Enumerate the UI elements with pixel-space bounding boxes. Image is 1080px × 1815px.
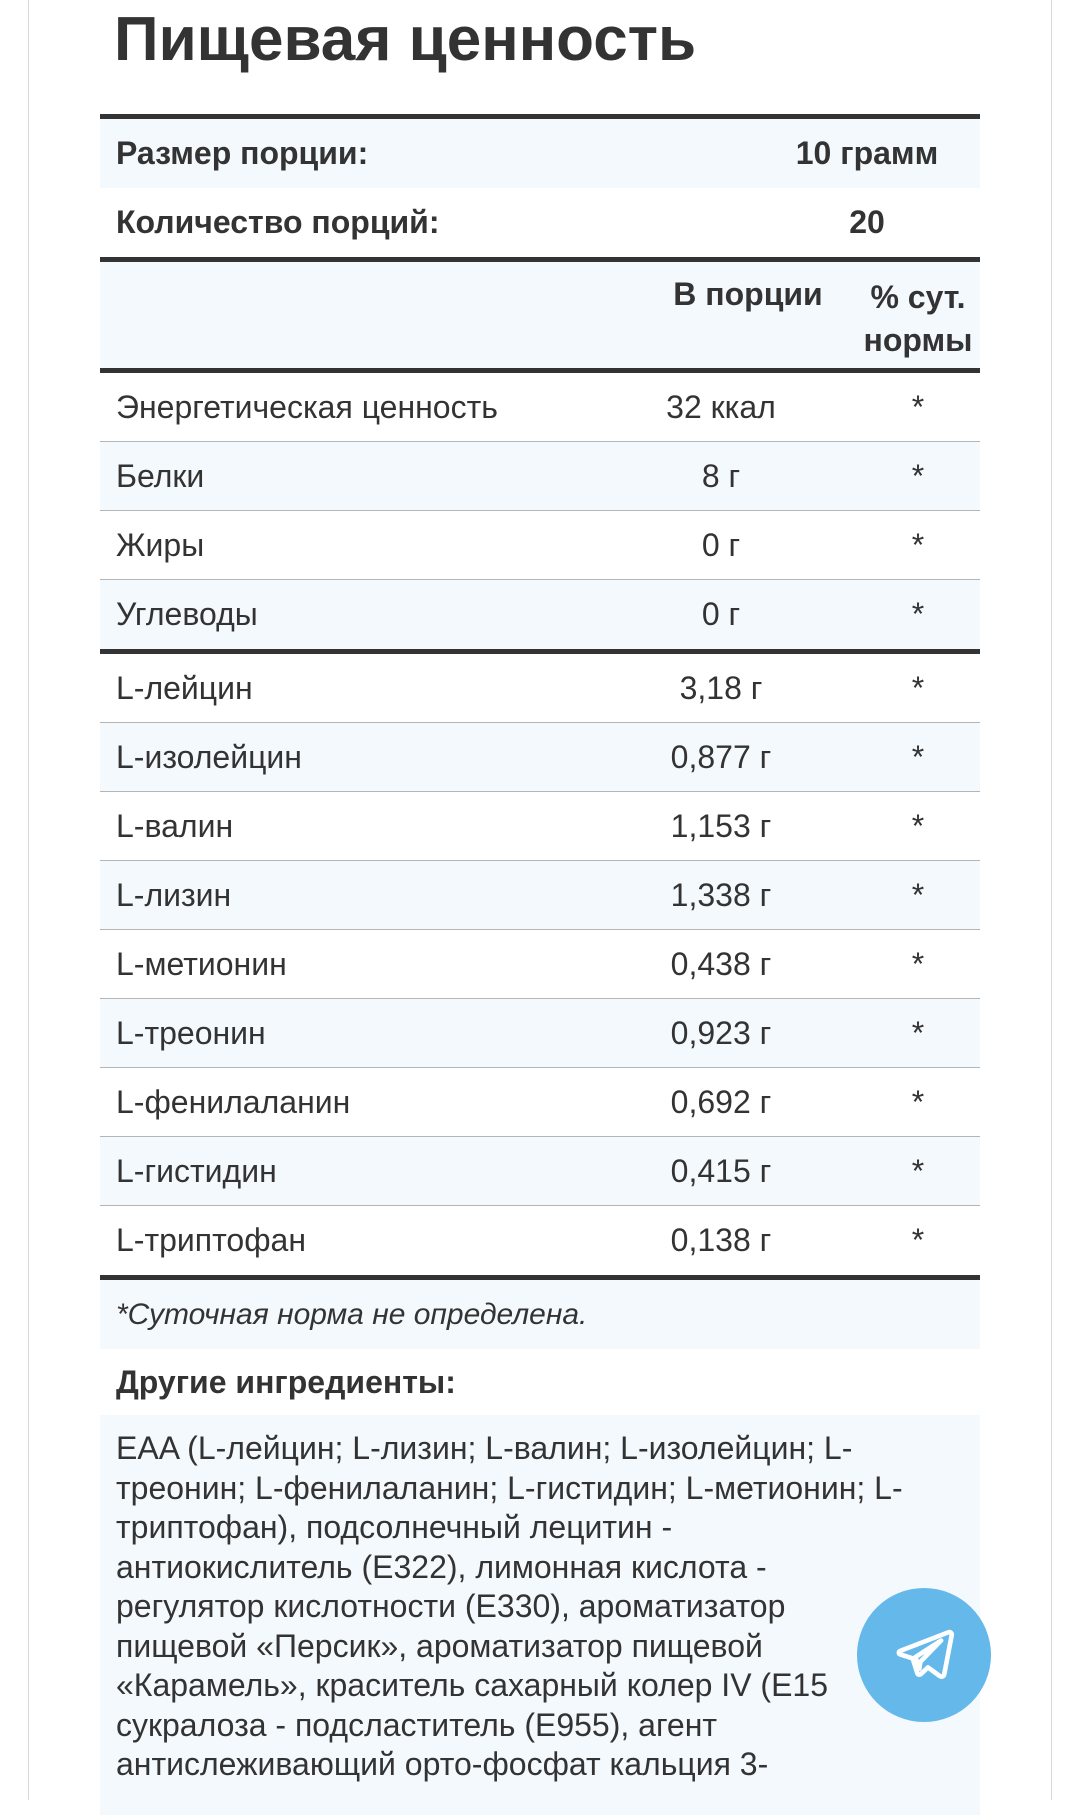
table-row: L-фенилаланин 0,692 г * — [100, 1068, 980, 1137]
ingredients-line: сукралоза - подсластитель (E955), агент — [116, 1706, 718, 1743]
page-title: Пищевая ценность — [114, 5, 697, 74]
nutrients-group — [100, 373, 980, 649]
footnote: *Суточная норма не определена. — [100, 1280, 980, 1349]
serving-size-row — [100, 119, 980, 188]
amino-acids-group — [100, 654, 980, 1275]
table-row: L-триптофан 0,138 г * — [116, 1222, 925, 1258]
serving-count-row — [100, 188, 980, 257]
ingredients-line: EAA (L-лейцин; L-лизин; L-валин; L-изолейцин; L- — [116, 1430, 853, 1466]
other-ingredients-title: Другие ингредиенты: — [116, 1363, 456, 1400]
serving-count-label: Количество порций: — [116, 204, 440, 240]
serving-size-label: Размер порции: — [116, 135, 369, 171]
table-row: Энергетическая ценность 32 ккал * — [100, 373, 980, 442]
telegram-icon — [893, 1624, 955, 1686]
daily-value-header: % сут. нормы — [863, 279, 973, 358]
page-border-left — [28, 0, 29, 1800]
table-row: L-лизин 1,338 г * — [100, 861, 980, 930]
table-row: L-лейцин 3,18 г * — [100, 654, 980, 723]
ingredients-line: «Карамель», краситель сахарный колер IV (E15 — [116, 1667, 829, 1703]
ingredients-line: пищевой «Персик», ароматизатор пищевой — [116, 1627, 763, 1664]
table-row: L-метионин 0,438 г * — [100, 930, 980, 999]
serving-count-value: 20 — [849, 204, 885, 240]
ingredients-line: треонин; L-фенилаланин; L-гистидин; L-метионин; L- — [116, 1469, 903, 1506]
table-row: L-треонин 0,923 г * — [100, 999, 980, 1068]
ingredients-line: антиокислитель (E322), лимонная кислота - — [116, 1548, 767, 1585]
nutrition-table — [100, 114, 980, 1815]
per-serving-header: В порции — [673, 276, 823, 312]
table-row: L-изолейцин 0,877 г * — [100, 723, 980, 792]
other-ingredients-text — [100, 1415, 980, 1815]
ingredients-line: триптофан), подсолнечный лецитин - — [116, 1509, 673, 1545]
telegram-button[interactable] — [857, 1588, 991, 1722]
table-row: L-гистидин 0,415 г * — [100, 1137, 980, 1206]
table-row: Углеводы 0 г * — [100, 580, 980, 649]
ingredients-line: регулятор кислотности (E330), ароматизатор — [116, 1588, 786, 1624]
table-row: Белки 8 г * — [100, 442, 980, 511]
table-header-row — [100, 262, 980, 368]
serving-size-value: 10 грамм — [795, 135, 939, 171]
page-border-right — [1051, 0, 1052, 1800]
table-row: L-валин 1,153 г * — [100, 792, 980, 861]
table-row: Жиры 0 г * — [100, 511, 980, 580]
ingredients-line: антислеживающий орто-фосфат кальция 3- — [116, 1746, 769, 1782]
